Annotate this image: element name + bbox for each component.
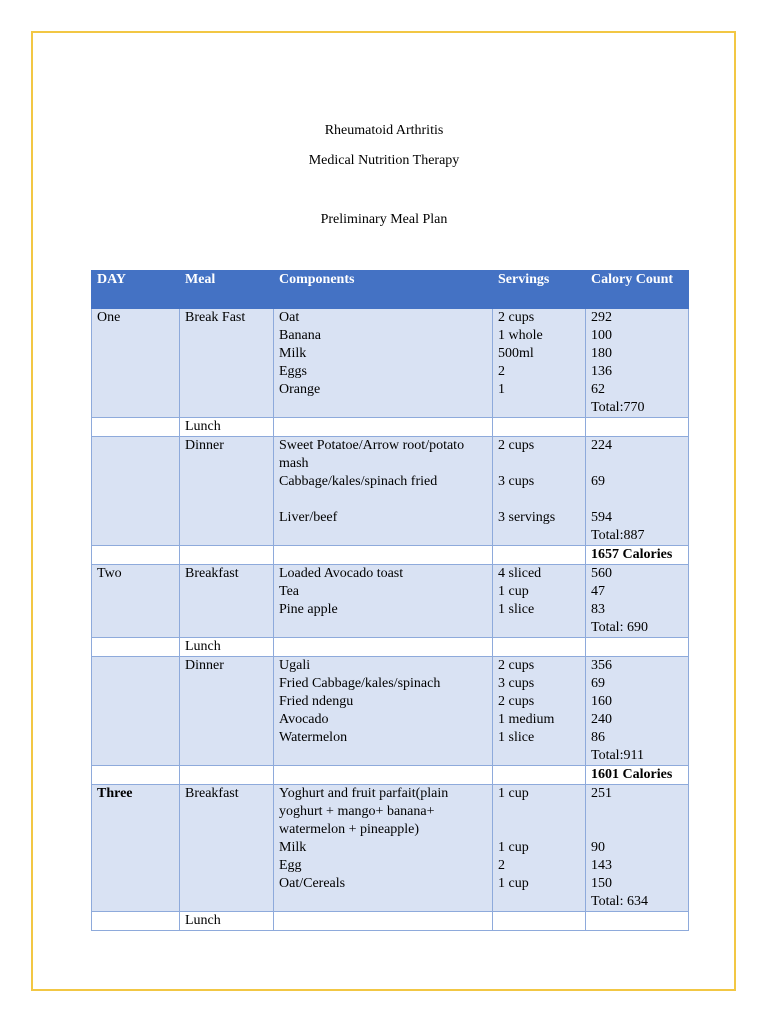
serving-item: 1 slice [498,730,535,745]
component-item: Banana [279,328,321,343]
calorie-item: 47 [591,584,605,599]
serving-item: 1 cup [498,876,529,891]
serving-item: 2 [498,858,505,873]
calorie-item: 69 [591,676,605,691]
calories-cell [586,437,689,546]
table-row [92,546,689,565]
table-row [92,565,689,638]
serving-item: 1 [498,382,505,397]
meal-cell: Dinner [180,437,274,546]
meal-cell: Breakfast [180,785,274,912]
meal-total: Total: 690 [591,620,648,635]
serving-item: 1 slice [498,602,535,617]
col-header-components: Components [274,271,493,309]
table-row [92,418,689,437]
day-total: 1601 Calories [586,766,689,785]
table-row [92,657,689,766]
component-item: Sweet Potatoe/Arrow root/potato mash [279,438,465,471]
calories-cell [586,565,689,638]
component-item: Milk [279,840,307,855]
table-row [92,309,689,418]
table-row [92,638,689,657]
day-cell: One [92,309,180,418]
component-item: Eggs [279,364,307,379]
serving-item: 1 cup [498,840,529,855]
day-total: 1657 Calories [586,546,689,565]
serving-item: 3 cups [498,474,535,489]
component-item: Orange [279,382,321,397]
serving-item: 2 cups [498,694,535,709]
serving-item: 1 cup [498,584,529,599]
calorie-item: 69 [591,474,605,489]
serving-item: 1 whole [498,328,543,343]
serving-item: 3 servings [498,510,556,525]
servings-cell [493,657,586,766]
calorie-item: 160 [591,694,612,709]
component-item: Avocado [279,712,329,727]
meal-total: Total:770 [591,400,645,415]
meal-cell: Break Fast [180,309,274,418]
components-cell [274,785,493,912]
meal-plan-table [91,270,689,931]
calorie-item: 224 [591,438,612,453]
calories-cell [586,309,689,418]
meal-cell: Breakfast [180,565,274,638]
document-subtitle: Medical Nutrition Therapy [308,153,460,168]
serving-item: 2 cups [498,658,535,673]
serving-item: 2 [498,364,505,379]
calorie-item: 100 [591,328,612,343]
serving-item: 2 cups [498,438,535,453]
component-item: Ugali [279,658,311,673]
serving-item: 3 cups [498,676,535,691]
components-cell [274,565,493,638]
calorie-item: 356 [591,658,612,673]
serving-item: 4 sliced [498,566,542,581]
calorie-item: 251 [591,786,612,801]
col-header-meal: Meal [180,271,274,309]
calories-cell [586,657,689,766]
calorie-item: 62 [591,382,605,397]
calorie-item: 83 [591,602,605,617]
component-item: Egg [279,858,302,873]
calorie-item: 594 [591,510,612,525]
day-cell: Two [92,565,180,638]
table-row [92,912,689,931]
calorie-item: 180 [591,346,612,361]
component-item: Liver/beef [279,510,338,525]
calorie-item: 136 [591,364,612,379]
component-item: Fried Cabbage/kales/spinach [279,676,441,691]
meal-cell: Lunch [180,912,274,931]
serving-item: 2 cups [498,310,535,325]
servings-cell [493,309,586,418]
component-item: Tea [279,584,300,599]
component-item: Watermelon [279,730,348,745]
table-row [92,766,689,785]
meal-total: Total:911 [591,748,644,763]
meal-cell: Lunch [180,418,274,437]
component-item: Yoghurt and fruit parfait(plain yoghurt + mango+ banana+ watermelon + pineapple) [279,786,449,837]
components-cell [274,309,493,418]
component-item: Pine apple [279,602,338,617]
meal-plan-title: Preliminary Meal Plan [320,212,448,227]
servings-cell [493,565,586,638]
meal-cell: Lunch [180,638,274,657]
calorie-item: 560 [591,566,612,581]
components-cell [274,657,493,766]
calories-cell [586,785,689,912]
meal-total: Total: 634 [591,894,648,909]
calorie-item: 150 [591,876,612,891]
serving-item: 1 medium [498,712,555,727]
day-cell: Three [92,785,180,912]
calorie-item: 86 [591,730,605,745]
calorie-item: 143 [591,858,612,873]
calorie-item: 292 [591,310,612,325]
table-row [92,437,689,546]
component-item: Fried ndengu [279,694,354,709]
document-title: Rheumatoid Arthritis [324,123,444,138]
table-header-row [92,271,689,309]
servings-cell [493,437,586,546]
serving-item: 500ml [498,346,534,361]
components-cell [274,437,493,546]
table-row [92,785,689,912]
serving-item: 1 cup [498,786,529,801]
component-item: Oat/Cereals [279,876,346,891]
component-item: Milk [279,346,307,361]
meal-cell: Dinner [180,657,274,766]
col-header-servings: Servings [493,271,586,309]
calorie-item: 90 [591,840,605,855]
meal-total: Total:887 [591,528,645,543]
servings-cell [493,785,586,912]
col-header-day: DAY [92,271,180,309]
calorie-item: 240 [591,712,612,727]
col-header-calories: Calory Count [586,271,689,309]
component-item: Cabbage/kales/spinach fried [279,474,438,489]
component-item: Oat [279,310,300,325]
component-item: Loaded Avocado toast [279,566,404,581]
